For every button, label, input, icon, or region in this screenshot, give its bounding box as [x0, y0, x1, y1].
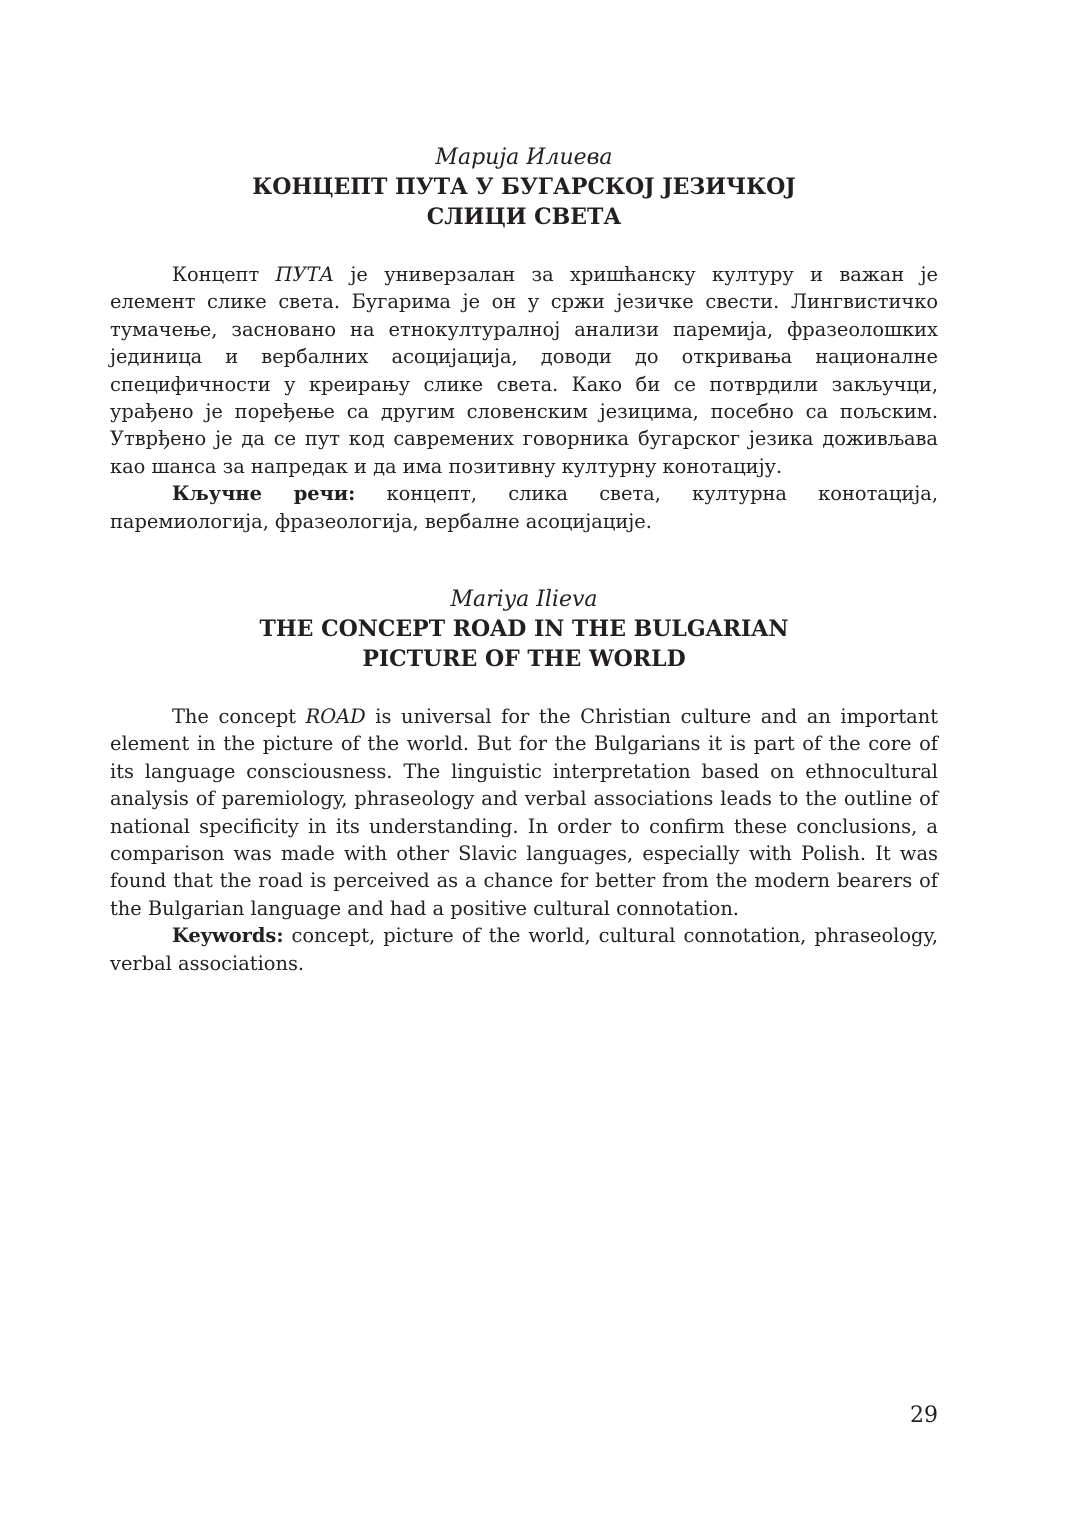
author-name-english: Mariya Ilieva — [450, 587, 598, 612]
author-name-serbian: Марија Илиева — [435, 145, 613, 170]
article-title-english-line2: PICTURE OF THE WORLD — [362, 646, 686, 672]
keywords-text-serbian: концепт, слика света, културна конотација, паремиологија, фразеологија, вербалне асоцијације. — [110, 482, 938, 533]
abstract-text-english-rest: is universal for the Christian culture and an important element in the picture of the world. But for the Bulgarians it is part of the core of its language consciousness. The linguistic interpretation based on ethnocultural analysis of paremiology, phraseology and verbal associations leads to the outline of national specificity in its understanding. In order to confirm these conclusions, a comparison was made with other Slavic languages, especially with Polish. It was found that the road is perceived as a chance for better from the modern bearers of the Bulgarian language and had a positive cultural connotation. — [110, 705, 939, 920]
keywords-label-serbian: Кључне речи: — [172, 482, 356, 506]
page-number: 29 — [910, 1403, 938, 1428]
keywords-paragraph-english — [110, 922, 938, 977]
english-abstract-section — [110, 586, 938, 977]
abstract-paragraph-serbian — [110, 261, 938, 480]
document-page — [110, 0, 938, 1534]
article-title-english-line1: THE CONCEPT ROAD IN THE BULGARIAN — [259, 616, 789, 642]
abstract-text-serbian-start: Концепт — [172, 263, 276, 286]
abstract-term-serbian: ПУТА — [275, 263, 335, 286]
abstract-term-english: ROAD — [305, 705, 366, 728]
article-title-serbian-line2: СЛИЦИ СВЕТА — [426, 204, 622, 230]
abstract-english — [110, 703, 938, 977]
article-title-serbian-line1: КОНЦЕПТ ПУТА У БУГАРСКОЈ ЈЕЗИЧКОЈ — [252, 174, 796, 200]
abstract-text-english-start: The concept — [172, 705, 306, 728]
keywords-label-english: Keywords: — [172, 924, 284, 948]
keywords-text-english: concept, picture of the world, cultural connotation, phraseology, verbal associations. — [110, 924, 938, 975]
abstract-serbian — [110, 261, 938, 535]
abstract-text-serbian-rest: је универзалан за хришћанску културу и важан је елемент слике света. Бугарима је он у сржи језичке свести. Лингвистичко тумачење, засновано на етнокултуралној анализи паремија, фразеолошких јединица и вербалних асоцијација, доводи до откривања националне специфичности у креирању слике света. Како би се потврдили закључци, урађено је поређење са другим словенским језицима, посебно са пољским. Утврђено је да се пут код савремених говорника бугарског језика доживљава као шанса за напредак и да има позитивну културну конотацију. — [110, 263, 938, 478]
abstract-paragraph-english — [110, 703, 938, 922]
keywords-paragraph-serbian — [110, 480, 938, 535]
serbian-abstract-section — [110, 144, 938, 535]
